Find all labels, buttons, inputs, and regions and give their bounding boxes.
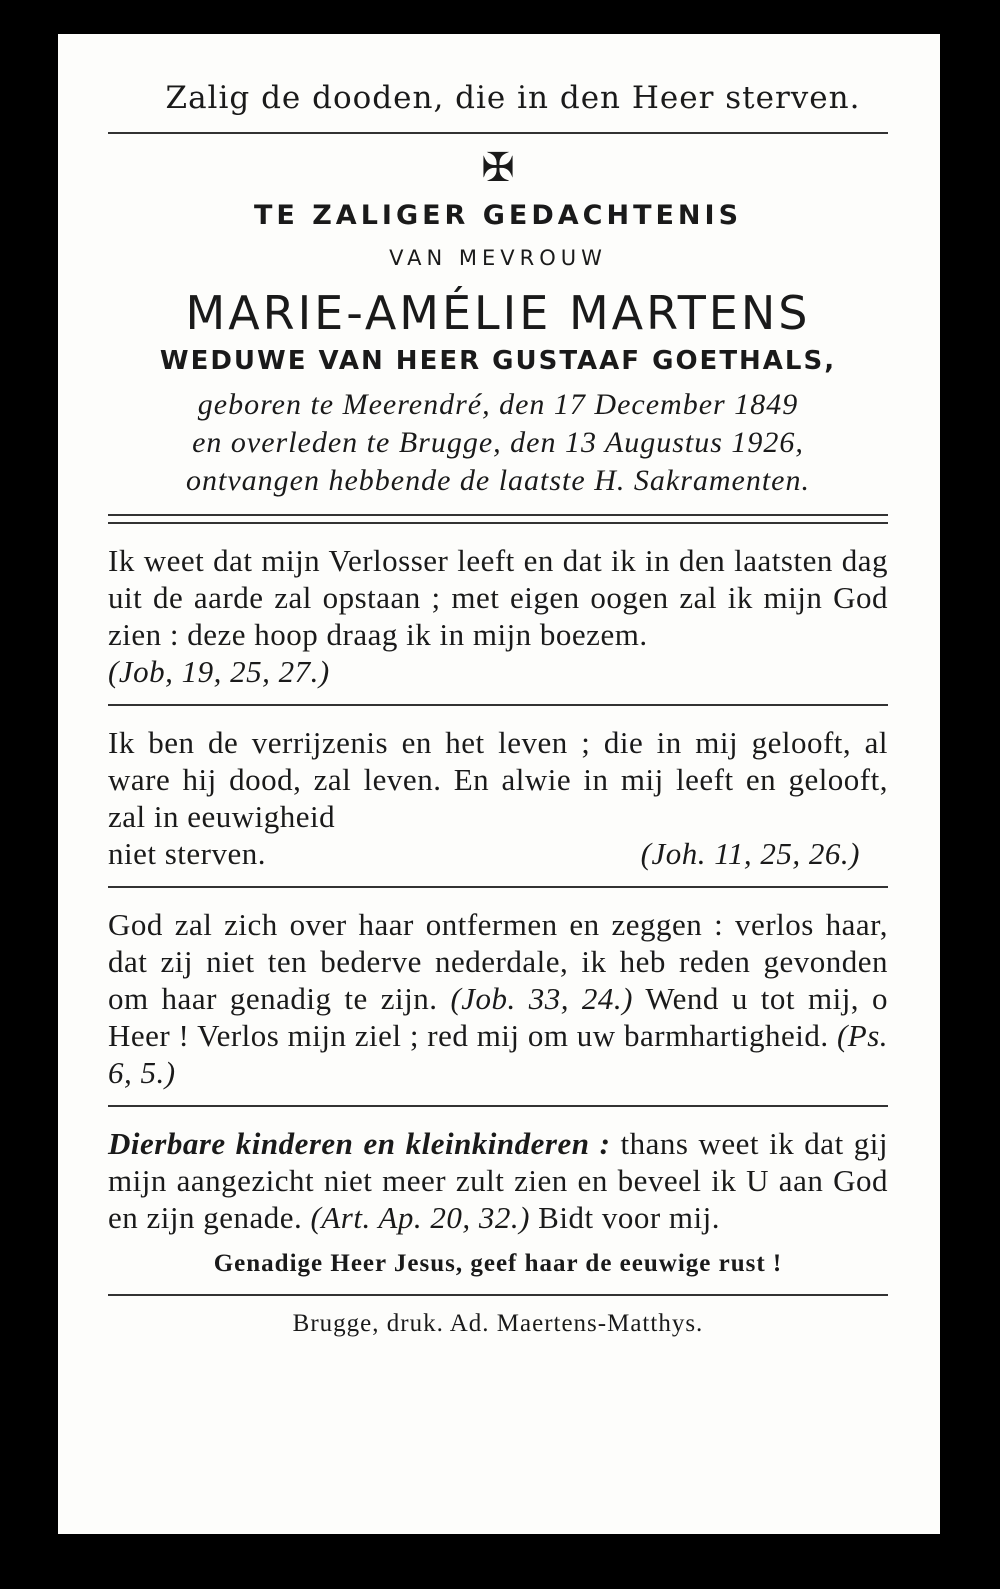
- printer-credit: Brugge, druk. Ad. Maertens-Matthys.: [292, 1310, 704, 1337]
- verse-text: Ik weet dat mijn Verlosser leeft en dat ik in den laatsten dag uit de aarde zal opstaan ; met eigen oogen zal ik mijn God zien : deze hoop draag ik in mijn boezem.: [108, 543, 888, 652]
- verse-tail: Bidt voor mij.: [538, 1200, 720, 1235]
- verse-reference: (Job. 33, 24.): [450, 981, 633, 1016]
- bio-birth: geboren te Meerendré, den 17 December 1849: [197, 388, 799, 421]
- verse-text-end: niet sterven.: [108, 836, 267, 871]
- verse-reference: (Joh. 11, 25, 26.): [640, 836, 860, 871]
- verse-reference: (Job, 19, 25, 27.): [108, 654, 330, 689]
- cross-icon: ✠: [481, 145, 515, 191]
- verse-text: Wend u tot mij, o Heer ! Verlos mijn ziel ; red mij om uw barmhartigheid.: [108, 981, 889, 1053]
- verse-lead: Dierbare kinderen en kleinkinderen :: [108, 1126, 611, 1161]
- closing-prayer: Genadige Heer Jesus, geef haar de eeuwige rust !: [213, 1250, 783, 1277]
- bio-sacraments: ontvangen hebbende de laatste H. Sakramenten.: [185, 464, 810, 497]
- divider: [108, 1294, 888, 1296]
- double-divider: [108, 514, 888, 524]
- verse-reference: (Art. Ap. 20, 32.): [310, 1200, 530, 1235]
- motto: Zalig de dooden, die in den Heer sterven.: [165, 80, 861, 116]
- bio-death: en overleden te Brugge, den 13 Augustus 1926,: [192, 426, 804, 459]
- verse-reference: (Ps. 6, 5.): [108, 1018, 889, 1090]
- heading-memory: TE ZALIGER GEDACHTENIS: [253, 200, 743, 231]
- divider: [108, 1105, 888, 1107]
- widow-of: WEDUWE VAN HEER GUSTAAF GOETHALS,: [159, 346, 837, 376]
- verse-job-psalm: [108, 906, 888, 1091]
- verse-text: Ik ben de verrijzenis en het leven ; die in mij gelooft, al ware hij dood, zal leven. En alwie in mij leeft en gelooft, zal in eeuwigheid: [108, 725, 888, 834]
- verse-job: [108, 542, 888, 690]
- divider: [108, 704, 888, 706]
- verse-farewell: [108, 1125, 888, 1236]
- divider: [108, 132, 888, 134]
- divider: [108, 886, 888, 888]
- memorial-card: [58, 34, 940, 1534]
- verse-john: [108, 724, 888, 872]
- heading-mevrouw: VAN MEVROUW: [389, 246, 607, 270]
- biography: [108, 386, 888, 500]
- deceased-name: MARIE-AMÉLIE MARTENS: [185, 286, 811, 340]
- verse-text: thans weet ik dat gij mijn aangezicht niet meer zult zien en beveel ik U aan God en zijn genade.: [108, 1126, 888, 1235]
- verse-text: God zal zich over haar ontfermen en zeggen : verlos haar, dat zij niet ten bederve nederdale, ik heb reden gevonden om haar genadig te zijn.: [108, 907, 888, 1016]
